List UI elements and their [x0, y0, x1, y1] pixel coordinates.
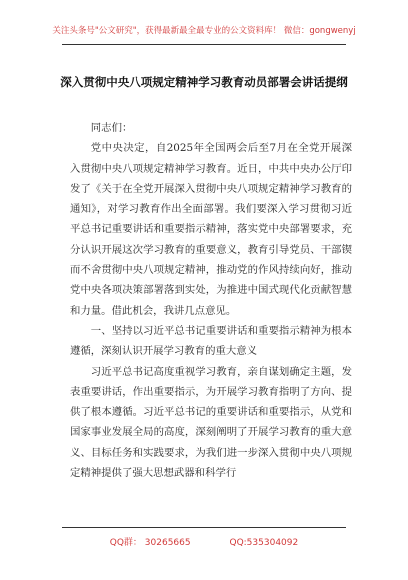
document-body — [70, 118, 352, 483]
header-banner: 关注头条号"公文研究"，获得最新最全最专业的公文资料库！ 微信：gongwenyj — [52, 26, 356, 36]
footer-qq-group: QQ群： 30265665 — [109, 538, 191, 548]
footer-qq-contact: QQ:535304092 — [229, 538, 299, 548]
header-divider — [62, 44, 346, 45]
paragraph-intro: 党中央决定，自2025年全国两会后至7月在全党开展深入贯彻中央八项规定精神学习教育。近日，中共中央办公厅印发了《关于在全党开展深入贯彻中央八项规定精神学习教育的通知》，对学习教育作出全面部署。我们要深入学习贯彻习近平总书记重要讲话和重要指示精神，落实党中央部署要求，充分认识开展这次学习教育的重要意义，教育引导党员、干部锲而不舍贯彻中央八项规定精神，推动党的作风持续向好，推动党中央各项决策部署落到实处，为推进中国式现代化贡献智慧和力量。借此机会，我讲几点意见。 — [70, 142, 352, 317]
document-title: 深入贯彻中央八项规定精神学习教育动员部署会讲话提纲 — [60, 75, 348, 89]
footer-divider — [62, 527, 346, 528]
section-heading: 一、坚持以习近平总书记重要讲话和重要指示精神为根本遵循，深刻认识开展学习教育的重大意义 — [70, 324, 352, 358]
paragraph-body: 习近平总书记高度重视学习教育，亲自谋划确定主题，发表重要讲话，作出重要指示，为开展学习教育指明了方向、提供了根本遵循。习近平总书记的重要讲话和重要指示，从党和国家事业发展全局的高度，深刻阐明了开展学习教育的重大意义、目标任务和实践要求，为我们进一步深入贯彻中央八项规定精神提供了强大思想武器和科学行 — [70, 365, 352, 480]
greeting: 同志们： — [90, 122, 133, 134]
footer — [0, 535, 408, 548]
